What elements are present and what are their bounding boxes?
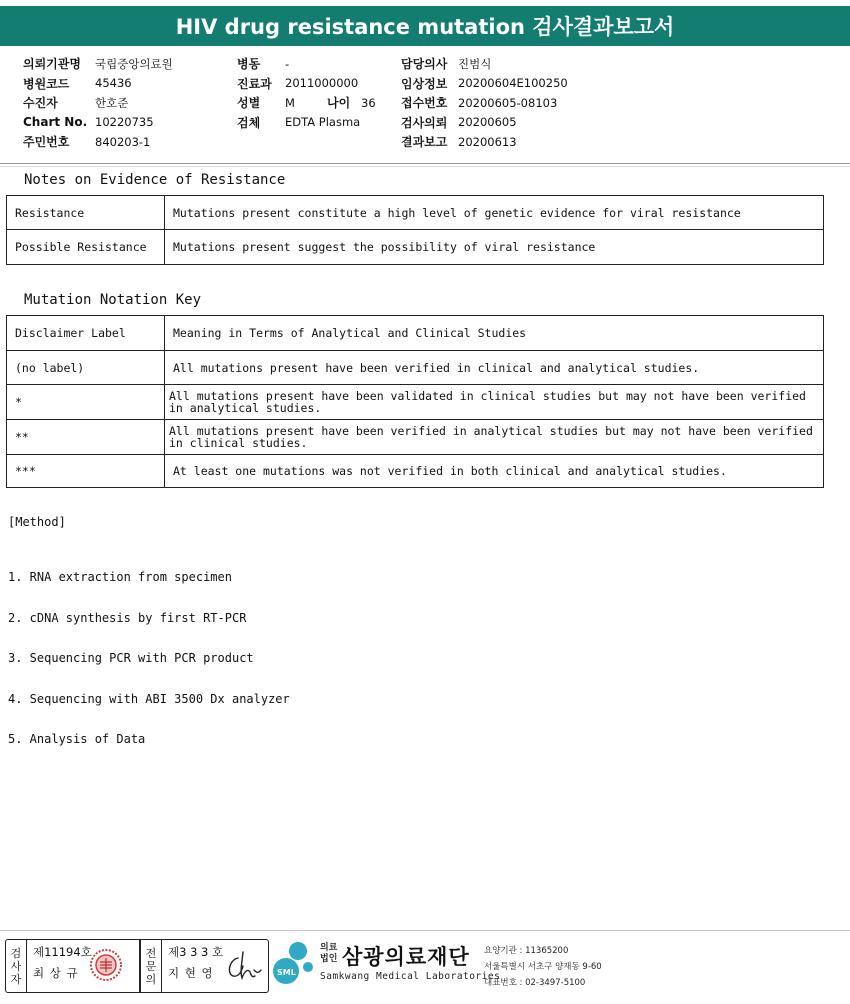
table-row: [7, 230, 824, 265]
notation-text: At least one mutations was not verified in both clinical and analytical studies.: [165, 455, 824, 488]
prefix-line: 의료: [320, 943, 338, 953]
specialist-cell: [162, 940, 268, 992]
header-divider: [0, 163, 850, 164]
notation-label: ***: [7, 455, 165, 488]
info-row: [401, 132, 568, 152]
notation-table: [6, 315, 824, 488]
info-key: 결과보고: [401, 135, 448, 150]
label-char: 의: [145, 972, 157, 986]
info-value: -: [285, 56, 290, 71]
info-key: 담당의사: [401, 57, 448, 72]
info-row: [401, 113, 568, 133]
header-divider-light: [0, 166, 850, 167]
info-value: 20200604E100250: [458, 76, 568, 91]
label-char: 문: [145, 959, 157, 973]
seal-stamp-icon: [89, 948, 123, 982]
info-value: EDTA Plasma: [285, 115, 361, 130]
info-value: 36: [361, 95, 376, 110]
examiner-license-no: 제11194호: [33, 945, 92, 959]
notation-label: (no label): [7, 351, 165, 385]
info-value: 10220735: [95, 115, 154, 130]
notation-text: All mutations present have been validated in clinical studies but may not have been verified in analytical studies.: [165, 385, 824, 420]
info-value: 국립중앙의료원: [95, 56, 173, 71]
info-key: 의뢰기관명: [23, 57, 81, 72]
info-key: 진료과: [237, 76, 272, 91]
org-name: 삼광의료재단: [342, 945, 470, 969]
info-key: 검사의뢰: [401, 115, 448, 130]
patient-info-header: [0, 52, 850, 162]
contact-line: 요양기관 : 11365200: [484, 946, 569, 956]
info-key: 임상정보: [401, 76, 448, 91]
info-row: [237, 74, 376, 94]
method-title: [Method]: [8, 515, 66, 529]
evidence-text: Mutations present constitute a high level of genetic evidence for viral resistance: [165, 196, 824, 230]
table-row: [7, 420, 824, 455]
header-column-1: [23, 54, 173, 152]
notation-label: *: [7, 385, 165, 420]
svg-text:SML: SML: [277, 968, 296, 977]
info-key: Chart No.: [23, 115, 88, 130]
footer-divider: [0, 930, 850, 931]
method-step: 3. Sequencing PCR with PCR product: [8, 651, 254, 665]
info-row: [23, 113, 173, 133]
info-row: [237, 54, 376, 74]
contact-line: 서울특별시 서초구 양재동 9-60: [484, 962, 602, 972]
info-value: 20200605-08103: [458, 95, 558, 110]
method-step: 5. Analysis of Data: [8, 732, 146, 746]
org-prefix: [320, 943, 337, 965]
label-char: 사: [10, 959, 22, 973]
method-step: 4. Sequencing with ABI 3500 Dx analyzer: [8, 691, 290, 706]
notation-text: All mutations present have been verified in analytical studies but may not have been verified in clinical studies.: [165, 420, 824, 455]
examiner-cell: [27, 940, 140, 992]
info-value: 840203-1: [95, 134, 151, 149]
info-value: 2011000000: [285, 76, 359, 91]
table-row: [7, 385, 824, 420]
info-value: 45436: [95, 76, 132, 91]
info-row: [23, 93, 173, 113]
label-char: 검: [10, 946, 22, 960]
table-row: [7, 455, 824, 488]
specialist-name: 지 현 영: [168, 966, 214, 980]
info-key: 접수번호: [401, 96, 448, 111]
info-row: [401, 93, 568, 113]
org-contact: [484, 943, 602, 991]
examiner-name: 최 상 규: [33, 966, 79, 980]
table-row: [7, 316, 824, 351]
notation-label: **: [7, 420, 165, 455]
info-row: [401, 74, 568, 94]
evidence-table: [6, 195, 824, 265]
method-step: 1. RNA extraction from specimen: [8, 570, 232, 584]
info-key: 병동: [237, 57, 261, 72]
info-key: 성별: [237, 96, 261, 111]
header-column-2: [237, 54, 376, 132]
label-char: 자: [10, 972, 22, 986]
info-key: 주민번호: [23, 135, 70, 150]
notation-label: Disclaimer Label: [7, 316, 165, 351]
info-value: 진범식: [458, 56, 492, 71]
info-key: 수진자: [23, 96, 58, 111]
info-key: 병원코드: [23, 76, 70, 91]
info-key: 검체: [237, 115, 261, 130]
sml-logo-icon: [272, 941, 318, 991]
handwritten-signature-icon: [224, 948, 264, 984]
method-step: 2. cDNA synthesis by first RT-PCR: [8, 610, 247, 625]
info-row: [23, 54, 173, 74]
info-key: 나이: [327, 96, 351, 111]
notation-text: All mutations present have been verified in clinical and analytical studies.: [165, 351, 824, 385]
contact-line: 대표번호 : 02-3497-5100: [484, 978, 586, 988]
header-column-3: [401, 54, 568, 152]
info-value: 20200613: [458, 134, 517, 149]
notation-text: Meaning in Terms of Analytical and Clinical Studies: [165, 316, 824, 351]
table-row: [7, 351, 824, 385]
info-row: [237, 113, 376, 133]
evidence-section-title: Notes on Evidence of Resistance: [24, 172, 286, 188]
method-steps: [8, 544, 290, 760]
specialist-label: [140, 940, 162, 992]
label-char: 전: [145, 946, 157, 960]
org-english-name: Samkwang Medical Laboratories: [320, 971, 501, 982]
examiner-label: [6, 940, 27, 992]
prefix-line: 법인: [320, 954, 338, 964]
evidence-label: Resistance: [7, 196, 165, 230]
info-value: M: [285, 95, 295, 110]
specialist-license-no: 제3 3 3 호: [168, 945, 224, 959]
table-row: [7, 196, 824, 230]
evidence-label: Possible Resistance: [7, 230, 165, 265]
signature-box: [5, 939, 269, 993]
notation-section-title: Mutation Notation Key: [24, 292, 202, 308]
info-value: 한호준: [95, 95, 129, 110]
evidence-text: Mutations present suggest the possibility of viral resistance: [165, 230, 824, 265]
info-row: [237, 93, 376, 113]
info-row: [401, 54, 568, 74]
info-row: [23, 74, 173, 94]
report-title: HIV drug resistance mutation 검사결과보고서: [0, 6, 850, 46]
info-value: 20200605: [458, 115, 517, 130]
info-row: [23, 132, 173, 152]
